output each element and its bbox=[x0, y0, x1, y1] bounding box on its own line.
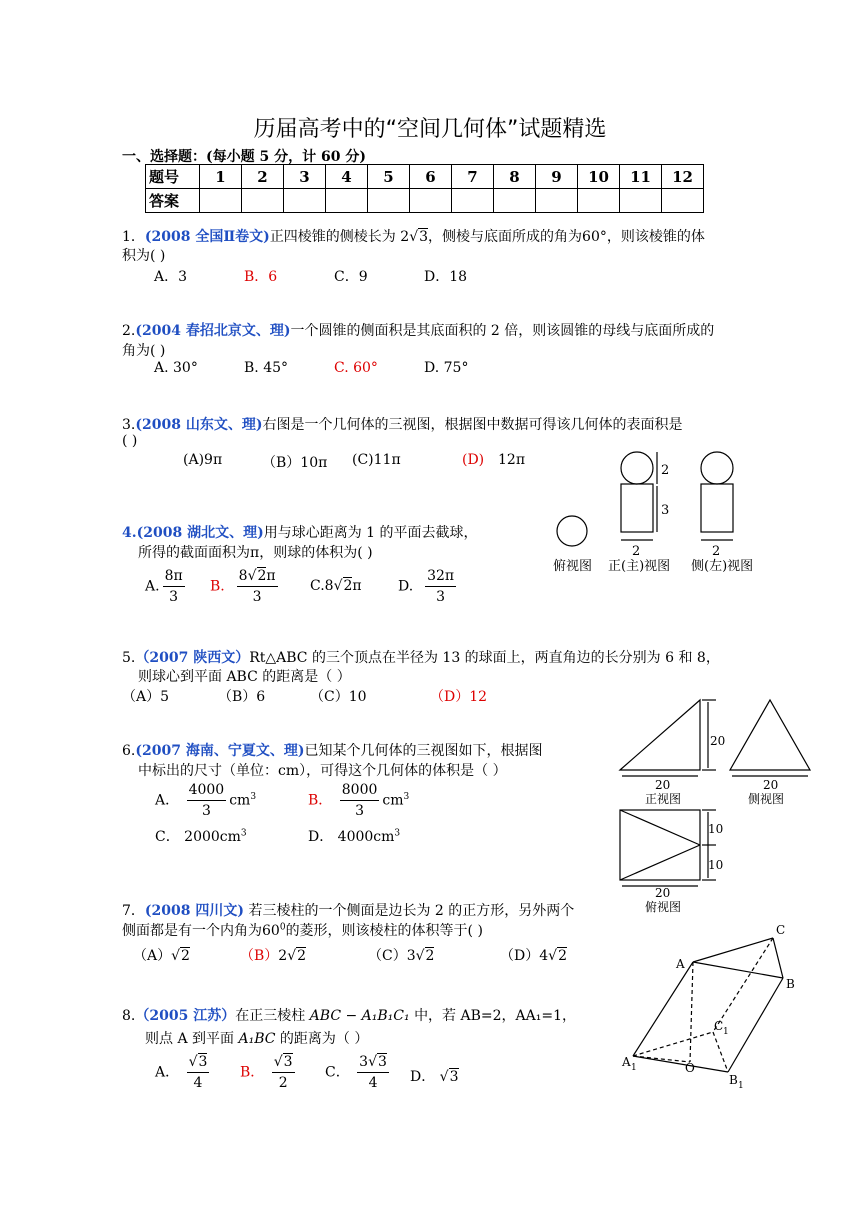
table-cell: 3 bbox=[284, 165, 326, 189]
answer-cell[interactable] bbox=[536, 189, 578, 213]
svg-text:10: 10 bbox=[708, 822, 724, 836]
table-cell: 11 bbox=[620, 165, 662, 189]
question-source: (2008 四川文) bbox=[144, 903, 245, 919]
option-d-value[interactable]: 12π bbox=[498, 452, 526, 468]
answer-cell[interactable] bbox=[368, 189, 410, 213]
table-cell: 2 bbox=[242, 165, 284, 189]
question-3-line2: ( ) bbox=[122, 433, 138, 449]
svg-text:C: C bbox=[714, 1019, 724, 1033]
question-3: 3.(2008 山东文、理)右图是一个几何体的三视图，根据图中数据可得该几何体的表面积是 bbox=[122, 417, 683, 433]
top-view-circle bbox=[557, 516, 587, 546]
option-c[interactable]: C． $\frac{3√3}{4}$ bbox=[325, 1054, 387, 1091]
table-cell: 10 bbox=[578, 165, 620, 189]
svg-text:20: 20 bbox=[655, 886, 671, 900]
option-b[interactable]: （B）2√2 bbox=[240, 948, 307, 964]
option-a[interactable]: A. $\frac{8\pi}{3}$ bbox=[145, 568, 183, 605]
option-c[interactable]: C．9 bbox=[334, 269, 368, 285]
question-5-line2: 则球心到平面 ABC 的距离是（ ） bbox=[138, 669, 351, 685]
top-view-rect bbox=[620, 810, 700, 880]
table-cell: 6 bbox=[410, 165, 452, 189]
answer-cell[interactable] bbox=[200, 189, 242, 213]
option-a[interactable]: （A）√2 bbox=[133, 948, 190, 964]
question-8-line2: 则点 A 到平面 A₁BC 的距离为（ ） bbox=[145, 1031, 369, 1047]
svg-text:1: 1 bbox=[738, 1081, 744, 1091]
side-view-circle bbox=[701, 452, 733, 484]
table-header-number: 题号 bbox=[146, 165, 200, 189]
question-1: 1．(2008 全国Ⅱ卷文)正四棱锥的侧棱长为 2√3，侧棱与底面所成的角为60°，则该棱锥的体 bbox=[122, 229, 705, 245]
svg-text:C: C bbox=[776, 923, 786, 937]
svg-text:2: 2 bbox=[712, 544, 721, 559]
option-c[interactable]: （C）10 bbox=[310, 689, 367, 705]
question-7-line2: 侧面都是有一个内角为$60^0$的菱形，则该棱柱的体积等于( ) bbox=[122, 922, 483, 939]
option-c[interactable]: (C)11π bbox=[352, 452, 401, 468]
answer-cell[interactable] bbox=[578, 189, 620, 213]
fig3-front-label: 正(主)视图 bbox=[608, 559, 671, 574]
option-a[interactable]: （A）5 bbox=[122, 689, 170, 705]
svg-text:A: A bbox=[622, 1055, 631, 1069]
question-6-line2: 中标出的尺寸（单位：cm），可得这个几何体的体积是（ ） bbox=[138, 763, 507, 779]
table-cell: 7 bbox=[452, 165, 494, 189]
front-view-triangle bbox=[620, 700, 700, 770]
question-4: 4.(2008 湖北文、理)用与球心距离为 1 的平面去截球， bbox=[122, 525, 478, 541]
svg-text:1: 1 bbox=[723, 1027, 729, 1037]
svg-text:O: O bbox=[685, 1061, 695, 1075]
table-cell: 5 bbox=[368, 165, 410, 189]
question-source: (2004 春招北京文、理) bbox=[135, 323, 291, 339]
svg-text:3: 3 bbox=[661, 503, 670, 518]
question-source: (2007 海南、宁夏文、理) bbox=[135, 743, 305, 759]
answer-table bbox=[145, 164, 704, 213]
section-heading: 一、选择题：(每小题 5 分，计 60 分) bbox=[122, 149, 366, 165]
svg-text:2: 2 bbox=[632, 544, 641, 559]
svg-text:B: B bbox=[786, 977, 795, 991]
option-d-label[interactable]: (D) bbox=[462, 452, 485, 468]
table-cell: 8 bbox=[494, 165, 536, 189]
front-view-rect bbox=[621, 484, 653, 532]
option-c[interactable]: （C）3√2 bbox=[368, 948, 435, 964]
answer-cell[interactable] bbox=[242, 189, 284, 213]
option-d[interactable]: D． √3 bbox=[410, 1069, 459, 1085]
svg-text:20: 20 bbox=[710, 734, 726, 748]
option-d[interactable]: （D）12 bbox=[430, 689, 488, 705]
option-c[interactable]: C.8√2π bbox=[310, 578, 362, 594]
side-view-rect bbox=[701, 484, 733, 532]
fig3-side-label: 侧(左)视图 bbox=[691, 559, 754, 574]
fig6-side-label: 侧视图 bbox=[748, 792, 785, 806]
fig6-front-label: 正视图 bbox=[645, 792, 682, 806]
option-d[interactable]: D. $\frac{32\pi}{3}$ bbox=[398, 568, 455, 605]
answer-cell[interactable] bbox=[284, 189, 326, 213]
answer-cell[interactable] bbox=[410, 189, 452, 213]
table-row bbox=[146, 189, 704, 213]
svg-text:1: 1 bbox=[631, 1063, 637, 1073]
question-7: 7．(2008 四川文) 若三棱柱的一个侧面是边长为 2 的正方形，另外两个 bbox=[122, 903, 575, 919]
question-source: (2008 山东文、理) bbox=[135, 417, 263, 433]
table-cell: 12 bbox=[662, 165, 704, 189]
option-b[interactable]: （B）10π bbox=[262, 455, 328, 471]
option-a[interactable]: A．3 bbox=[154, 269, 188, 285]
option-d[interactable]: D． $4000cm^3$ bbox=[308, 828, 401, 845]
question-source: (2008 全国Ⅱ卷文) bbox=[144, 229, 270, 245]
option-b[interactable]: B． $\frac{8000}{3}$ $cm^3$ bbox=[308, 782, 410, 819]
option-d[interactable]: D．18 bbox=[424, 269, 468, 285]
option-b[interactable]: B. 45° bbox=[244, 360, 289, 376]
option-b[interactable]: B．6 bbox=[244, 269, 278, 285]
option-a[interactable]: A． $\frac{√3}{4}$ bbox=[155, 1054, 208, 1091]
svg-text:B: B bbox=[729, 1073, 738, 1087]
fig3-top-label: 俯视图 bbox=[553, 559, 593, 574]
question-5: 5.（2007 陕西文）Rt△ABC 的三个顶点在半径为 13 的球面上，两直角边的长分别为 6 和 8， bbox=[122, 650, 720, 666]
svg-text:10: 10 bbox=[708, 858, 724, 872]
answer-cell[interactable] bbox=[620, 189, 662, 213]
question-source: （2005 江苏） bbox=[135, 1008, 236, 1024]
question-source: （2007 陕西文） bbox=[135, 650, 250, 666]
option-c[interactable]: C. 60° bbox=[334, 360, 378, 376]
option-a[interactable]: (A)9π bbox=[183, 452, 223, 468]
page-title: 历届高考中的“空间几何体”试题精选 bbox=[253, 117, 607, 142]
question-source: 4.(2008 湖北文、理) bbox=[122, 525, 264, 541]
option-b[interactable]: B． $\frac{√3}{2}$ bbox=[240, 1054, 293, 1091]
svg-text:20: 20 bbox=[655, 778, 671, 792]
table-cell: 9 bbox=[536, 165, 578, 189]
answer-cell[interactable] bbox=[452, 189, 494, 213]
front-view-circle bbox=[621, 452, 653, 484]
option-d[interactable]: （D）4√2 bbox=[500, 948, 567, 964]
question-1-line2: 积为( ) bbox=[122, 248, 166, 264]
question-2: 2.(2004 春招北京文、理)一个圆锥的侧面积是其底面积的 2 倍，则该圆锥的母线与底面所成的 bbox=[122, 323, 715, 339]
option-c[interactable]: C． $2000cm^3$ bbox=[155, 828, 247, 845]
table-row bbox=[146, 165, 704, 189]
table-cell: 4 bbox=[326, 165, 368, 189]
question-2-line2: 角为( ) bbox=[122, 343, 166, 359]
svg-text:2: 2 bbox=[661, 463, 670, 478]
table-header-answer: 答案 bbox=[146, 189, 200, 213]
svg-text:A: A bbox=[676, 957, 685, 971]
question-8: 8.（2005 江苏）在正三棱柱 ABC − A₁B₁C₁ 中，若 AB=2，AA₁=1， bbox=[122, 1008, 577, 1024]
answer-cell[interactable] bbox=[662, 189, 704, 213]
option-b[interactable]: （B）6 bbox=[218, 689, 266, 705]
answer-cell[interactable] bbox=[494, 189, 536, 213]
question-6: 6.(2007 海南、宁夏文、理)已知某个几何体的三视图如下，根据图 bbox=[122, 743, 543, 759]
svg-text:20: 20 bbox=[763, 778, 779, 792]
option-a[interactable]: A． $\frac{4000}{3}$ $cm^3$ bbox=[155, 782, 257, 819]
table-cell: 1 bbox=[200, 165, 242, 189]
option-d[interactable]: D. 75° bbox=[424, 360, 469, 376]
option-a[interactable]: A. 30° bbox=[154, 360, 198, 376]
question-4-line2: 所得的截面面积为π，则球的体积为( ) bbox=[138, 545, 373, 561]
option-b[interactable]: B. $\frac{8√2\pi}{3}$ bbox=[210, 568, 276, 605]
side-view-triangle bbox=[730, 700, 810, 770]
fig6-top-label: 俯视图 bbox=[645, 900, 682, 914]
answer-cell[interactable] bbox=[326, 189, 368, 213]
